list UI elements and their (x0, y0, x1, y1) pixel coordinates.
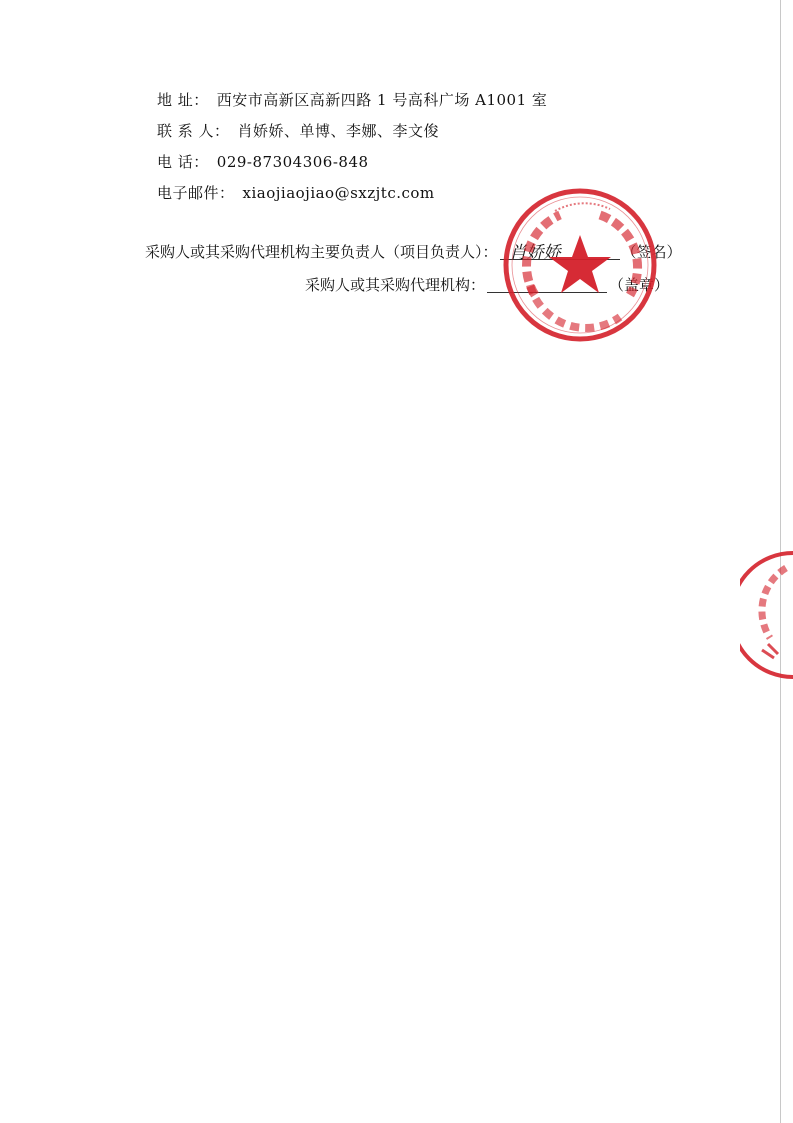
email-value: xiaojiaojiao@sxzjtc.com (242, 184, 435, 202)
phone-line (157, 151, 369, 172)
address-value: 西安市高新区高新四路 1 号高科广场 A1001 室 (216, 91, 548, 109)
address-label: 地 址： (157, 91, 209, 109)
edge-seal-fragment (740, 550, 793, 680)
email-line (157, 182, 435, 203)
phone-value: 029-87304306-848 (216, 153, 369, 171)
stamp-prefix: 采购人或其采购代理机构： (305, 276, 486, 294)
phone-label: 电 话： (157, 153, 209, 171)
address-line (157, 89, 547, 110)
signature-suffix: （签名） (621, 243, 682, 261)
handwritten-signature: 肖娇娇 (509, 243, 561, 263)
email-label: 电子邮件： (157, 184, 235, 202)
contact-persons-line (157, 120, 439, 141)
company-seal (500, 185, 660, 345)
contact-persons-label: 联 系 人： (157, 122, 230, 140)
signature-prefix: 采购人或其采购代理机构主要负责人（项目负责人）： (145, 243, 498, 261)
seal-star-icon (549, 235, 611, 293)
contact-persons-value: 肖娇娇、单博、李娜、李文俊 (237, 122, 440, 140)
stamp-suffix: （盖章） (609, 276, 670, 294)
